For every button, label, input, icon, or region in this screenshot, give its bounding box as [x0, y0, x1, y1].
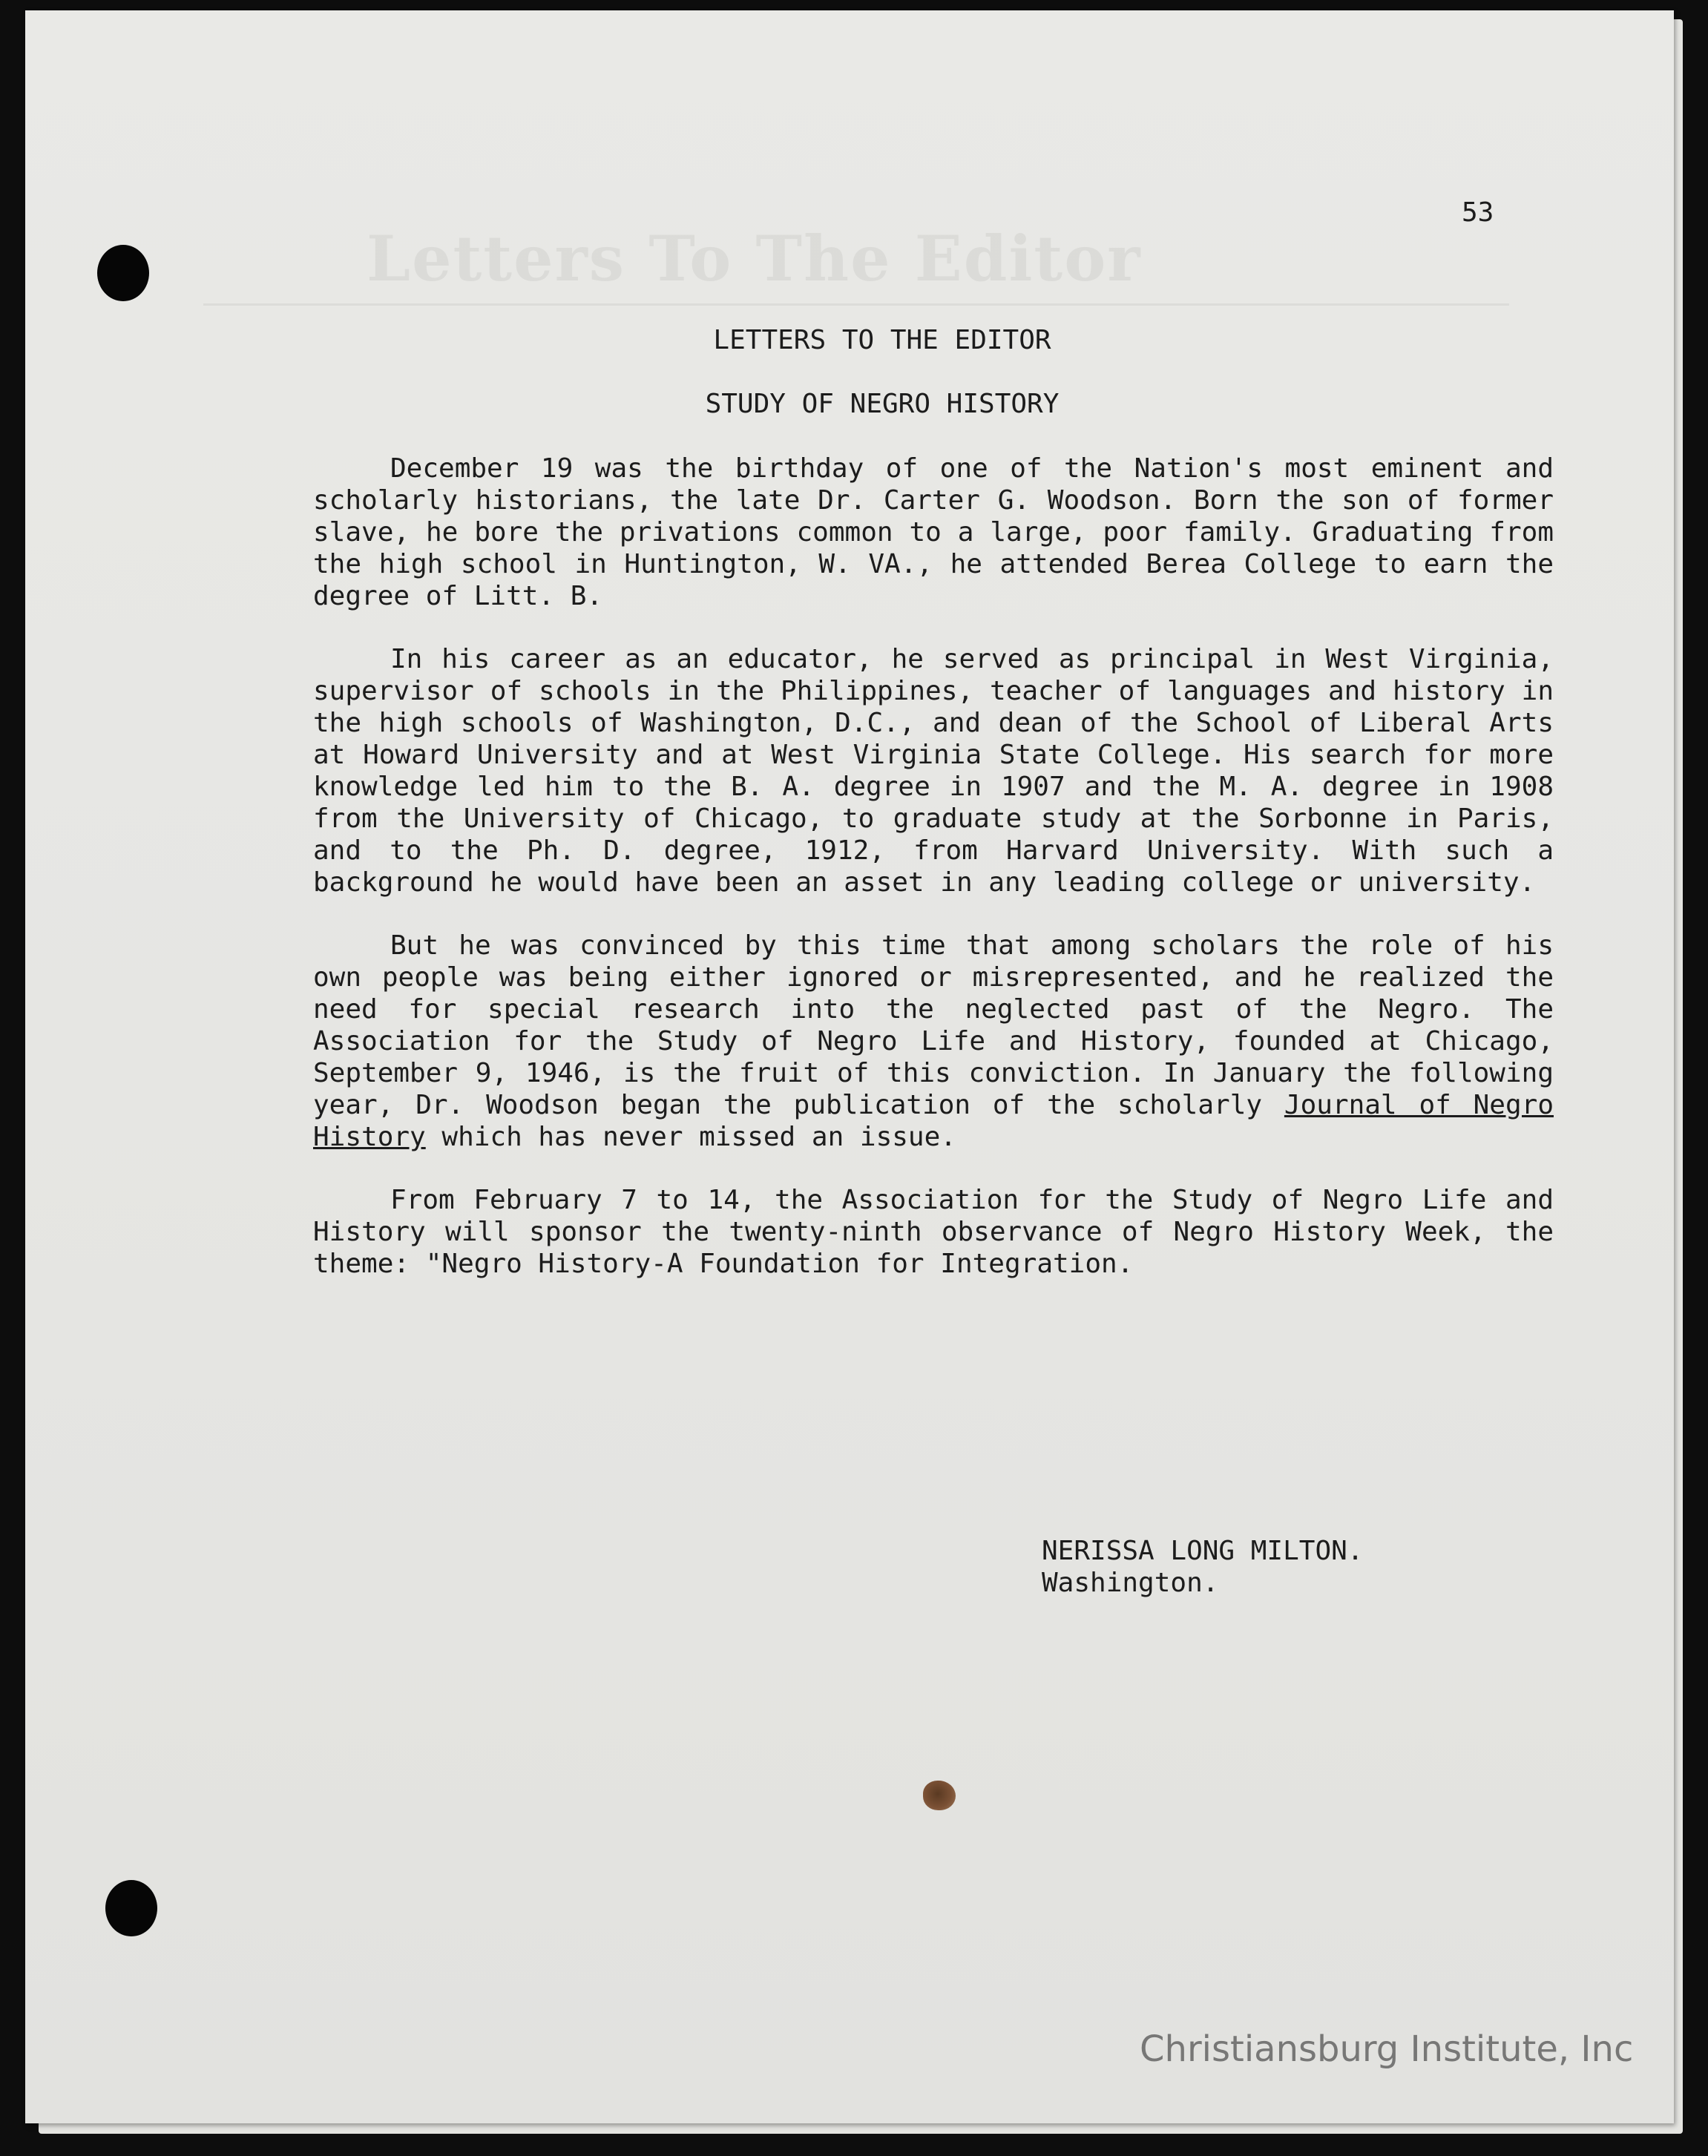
journal-title: Journal of Negro History — [313, 1090, 1554, 1152]
author-city: Washington. — [1042, 1568, 1219, 1598]
page-number: 53 — [1462, 197, 1494, 228]
paper-sheet — [25, 10, 1674, 2123]
paragraph-3 — [313, 930, 1554, 1153]
paragraph-4: From February 7 to 14, the Association for the Study of Negro Life and History will sponsor the twenty-ninth observance of Negro History Week, the theme: "Negro History-A Foundation for Integration. — [313, 1185, 1554, 1279]
archive-watermark: Christiansburg Institute, Inc — [1140, 2028, 1634, 2070]
paragraph-2: In his career as an educator, he served as principal in West Virginia, supervisor of schools in the Philippines, teacher of languages and history in the high schools of Washington, D.C., and dean of the School of Liberal Arts at Howard University and at West Virginia State College. His search for more knowledge led him to the B. A. degree in 1907 and the M. A. degree in 1908 from the University of Chicago, to graduate study at the Sorbonne in Paris, and to the Ph. D. degree, 1912, from Harvard University. With such a background he would have been an asset in any leading college or university. — [313, 644, 1554, 898]
punch-hole-bottom — [105, 1880, 157, 1936]
page-title: LETTERS TO THE EDITOR — [713, 325, 1051, 355]
bleed-through-heading: Letters To The Editor — [367, 222, 1142, 295]
punch-hole-top — [97, 245, 149, 301]
paragraph-3-ending: which has never missed an issue. — [425, 1122, 956, 1152]
article-title: STUDY OF NEGRO HISTORY — [705, 389, 1060, 419]
paper-stain — [923, 1781, 956, 1810]
paragraph-3-text: But he was convinced by this time that among scholars the role of his own people was being either ignored or misrepresented, and he realized the need for special research into the neglected past of the Negro. The Association for the Study of Negro Life and History, founded at Chicago, September 9, 1946, is the fruit of this conviction. In January the following year, Dr. Woodson began the publication of the scholarly — [313, 930, 1554, 1120]
letter-body — [313, 453, 1554, 1311]
signature-block — [1042, 1535, 1363, 1599]
bleed-through-rule — [203, 303, 1509, 306]
paragraph-1: December 19 was the birthday of one of the Nation's most eminent and scholarly historians, the late Dr. Carter G. Woodson. Born the son of former slave, he bore the privations common to a large, poor family. Graduating from the high school in Huntington, W. VA., he attended Berea College to earn the degree of Litt. B. — [313, 453, 1554, 611]
author-name: NERISSA LONG MILTON. — [1042, 1536, 1364, 1566]
